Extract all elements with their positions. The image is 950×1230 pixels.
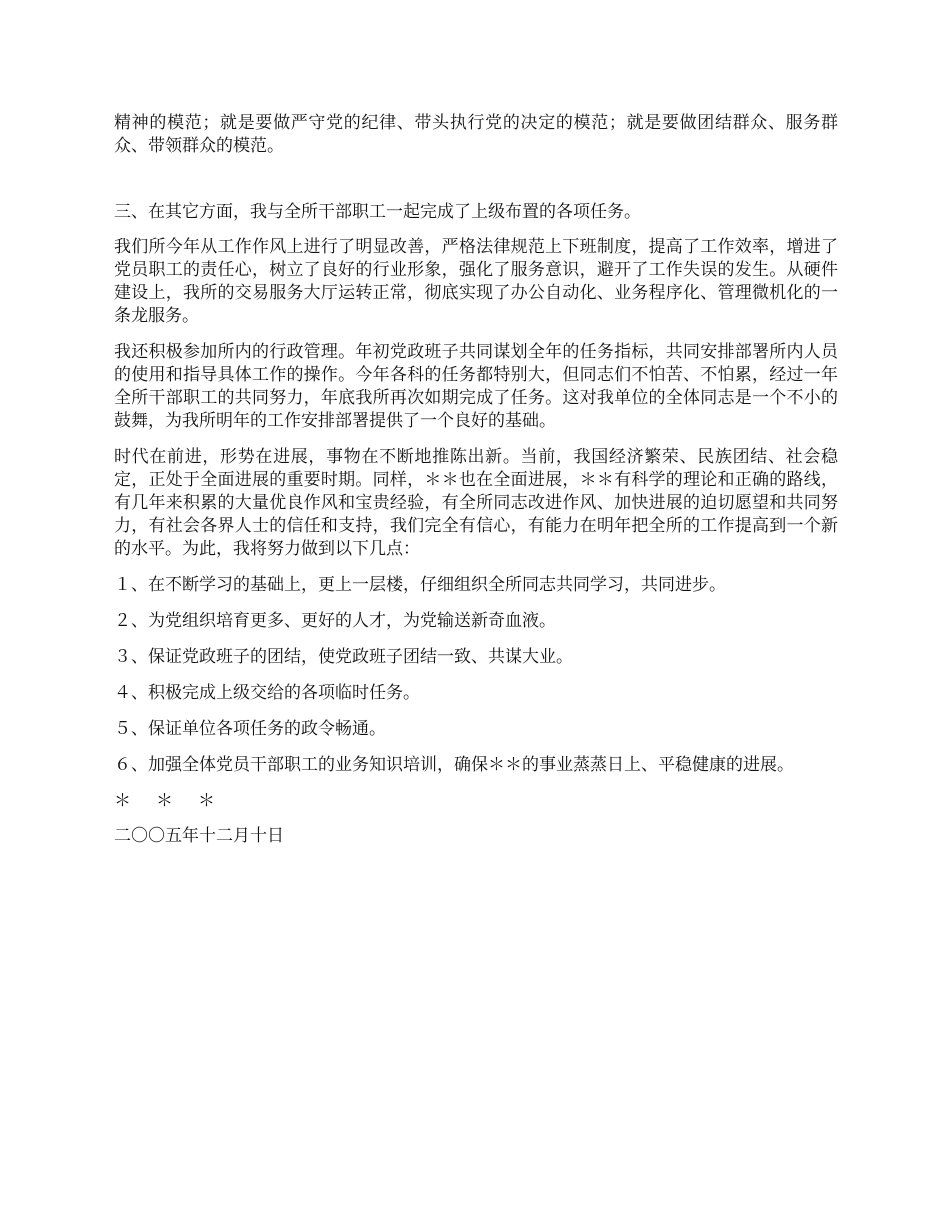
paragraph-outlook: 时代在前进，形势在进展，事物在不断地推陈出新。当前，我国经济繁荣、民族团结、社会稳定，正处于全面进展的重要时期。同样，＊＊也在全面进展，＊＊有科学的理论和正确的路线，有几年来积累的大量优良作风和宝贵经验，有全所同志改进作风、加快进展的迫切愿望和共同努力，有社会各界人士的信任和支持，我们完全有信心，有能力在明年把全所的工作提高到一个新的水平。为此，我将努力做到以下几点：: [114, 447, 838, 559]
paragraph-administration: 我还积极参加所内的行政管理。年初党政班子共同谋划全年的任务指标，共同安排部署所内人员的使用和指导具体工作的操作。今年各科的任务都特别大，但同志们不怕苦、不怕累，经过一年全所干部职工的共同努力，年底我所再次如期完成了任务。这对我单位的全体同志是一个不小的鼓舞，为我所明年的工作安排部署提供了一个良好的基础。: [114, 342, 838, 431]
list-item: ６、加强全体党员干部职工的业务知识培训，确保＊＊的事业蒸蒸日上、平稳健康的进展。: [114, 755, 794, 775]
document-date: 二〇〇五年十二月十日: [114, 826, 284, 846]
paragraph-work-style: 我们所今年从工作作风上进行了明显改善，严格法律规范上下班制度，提高了工作效率，增进了党员职工的责任心，树立了良好的行业形象，强化了服务意识，避开了工作失误的发生。从硬件建设上，我所的交易服务大厅运转正常，彻底实现了办公自动化、业务程序化、管理微机化的一条龙服务。: [114, 237, 838, 326]
section-heading-3: 三、在其它方面，我与全所干部职工一起完成了上级布置的各项任务。: [114, 202, 641, 222]
separator-stars: ＊ ＊ ＊: [114, 791, 219, 811]
list-item: ４、积极完成上级交给的各项临时任务。: [114, 683, 420, 703]
list-item: ５、保证单位各项任务的政令畅通。: [114, 719, 386, 739]
list-item: ３、保证党政班子的团结，使党政班子团结一致、共谋大业。: [114, 647, 573, 667]
list-item: １、在不断学习的基础上，更上一层楼，仔细组织全所同志共同学习，共同进步。: [114, 575, 726, 595]
list-item: ２、为党组织培育更多、更好的人才，为党输送新奇血液。: [114, 611, 556, 631]
document-body: [114, 112, 838, 848]
paragraph-continued: 精神的模范；就是要做严守党的纪律、带头执行党的决定的模范；就是要做团结群众、服务群众、带领群众的模范。: [114, 113, 838, 156]
